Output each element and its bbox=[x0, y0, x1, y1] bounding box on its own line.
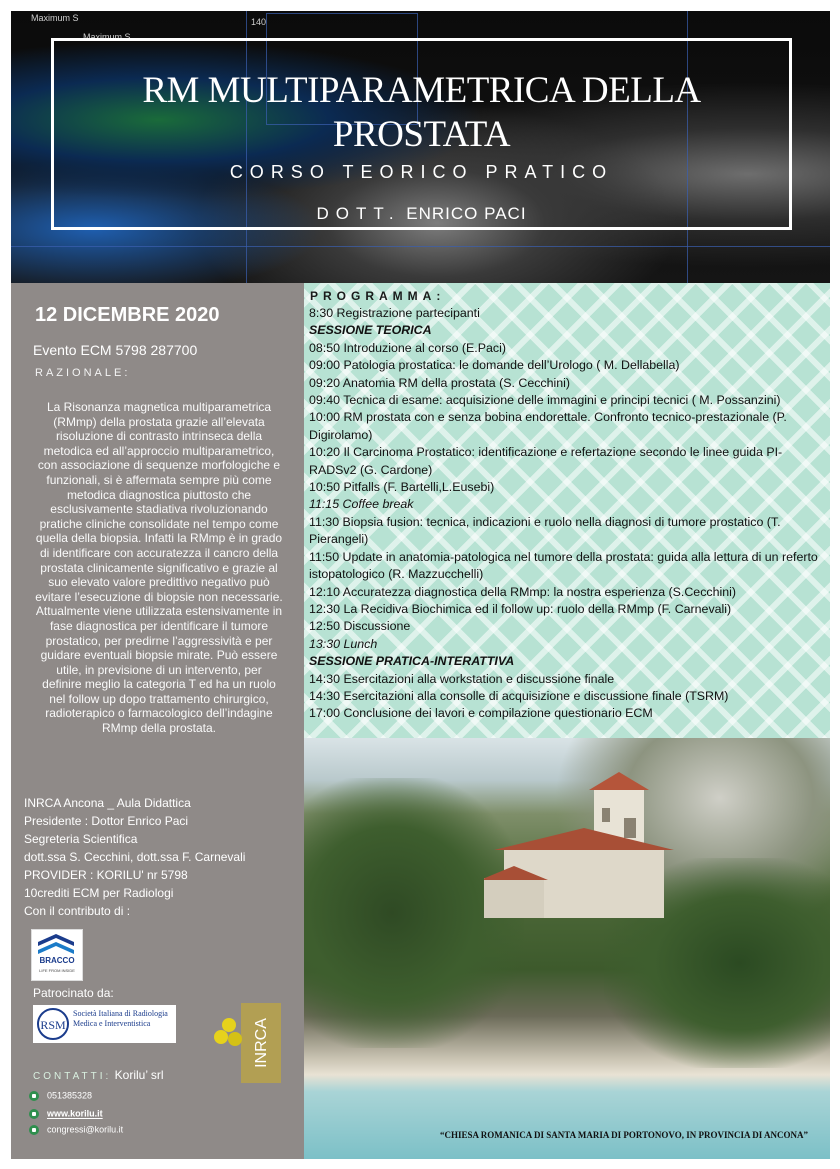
event-info bbox=[24, 794, 294, 920]
contatti-label: CONTATTI: bbox=[33, 1071, 112, 1082]
phone-row bbox=[29, 1090, 92, 1101]
inrca-logo bbox=[211, 1003, 301, 1103]
doctor-line bbox=[51, 204, 792, 224]
program-item: 14:30 Esercitazioni alla workstation e discussione finale bbox=[309, 671, 615, 686]
scan-label: 140 bbox=[251, 17, 267, 27]
info-sidebar bbox=[11, 283, 304, 1159]
course-subtitle: CORSO TEORICO PRATICO bbox=[229, 162, 614, 182]
program-item: 09:20 Anatomia RM della prostata (S. Cecchini) bbox=[309, 375, 571, 390]
doctor-prefix: DOTT. bbox=[316, 204, 401, 223]
info-line: dott.ssa S. Cecchini, dott.ssa F. Carnevali bbox=[24, 850, 246, 864]
program-item: 8:30 Registrazione partecipanti bbox=[309, 306, 480, 320]
scan-label: Maximum S bbox=[83, 32, 131, 42]
program-item: 14:30 Esercitazioni alla consolle di acquisizione e discussione finale (TSRM) bbox=[309, 688, 729, 703]
header-banner bbox=[11, 11, 830, 283]
scan-label: Maximum S bbox=[31, 13, 79, 23]
program-item: 12:10 Accuratezza diagnostica della RMmp: la nostra esperienza (S.Cecchini) bbox=[309, 584, 737, 599]
email-address[interactable]: congressi@korilu.it bbox=[47, 1124, 124, 1135]
info-line: 10crediti ECM per Radiologi bbox=[24, 886, 174, 900]
photo-caption: “CHIESA ROMANICA DI SANTA MARIA DI PORTONOVO, IN PROVINCIA DI ANCONA” bbox=[440, 1130, 808, 1140]
session-title: SESSIONE TEORICA bbox=[309, 323, 432, 338]
razionale-text: La Risonanza magnetica multiparametrica (RMmp) della prostata grazie all’elevata risoluzione di contrasto intrinseca della metodica ed all’approccio multiparametrico, con associazione di sequenze morfologiche e funzionali, si è affermata sempre più come metodica diagnostica piuttosto che esclusivamente stadiativa rivoluzionando pratiche cliniche consolidate nel tempo come quella della biopsia. Infatti la RMmp è in grado di identificare con accuratezza il cancro della prostata clinicamente significativo e grazie al suo elevato valore predittivo negativo può evitare l’esecuzione di biopsie non necessarie. Attualmente viene utilizzata estensivamente in fase diagnostica per identificare il tumore prostatico, per predirne l’aggressività e per guidare eventuali biopsie mirate. Può essere utile, in previsione di un intervento, per definire meglio la categoria T ed ha un ruolo nel follow up dopo trattamento chirurgico, radioterapico o farmacologico dell’indagine RMmp della prostata. bbox=[35, 400, 283, 736]
bracco-mark-icon bbox=[38, 934, 74, 954]
info-line: Con il contributo di : bbox=[24, 904, 131, 918]
program-item: 11:15 Coffee break bbox=[309, 497, 414, 512]
inrca-text: INRCA bbox=[253, 1018, 270, 1068]
patrocinato-label: Patrocinato da: bbox=[33, 986, 114, 1000]
program-list bbox=[309, 305, 827, 723]
doctor-name: ENRICO PACI bbox=[406, 204, 527, 223]
program-item: 10:00 RM prostata con e senza bobina endorettale. Confronto tecnico-prestazionale (P. Digirolamo) bbox=[309, 410, 787, 442]
razionale-label: RAZIONALE: bbox=[35, 367, 131, 379]
sirm-text: Società Italiana di Radiologia Medica e Interventistica bbox=[73, 1009, 168, 1028]
info-line: PROVIDER : KORILU' nr 5798 bbox=[24, 868, 188, 882]
info-line: Segreteria Scientifica bbox=[24, 832, 138, 846]
church-photo bbox=[304, 738, 830, 1159]
scan-divider bbox=[11, 246, 830, 247]
event-date: 12 DICEMBRE 2020 bbox=[35, 304, 220, 326]
info-line: Presidente : Dottor Enrico Paci bbox=[24, 814, 189, 828]
contatti-name: Korilu’ srl bbox=[114, 1068, 164, 1082]
ecm-code: Evento ECM 5798 287700 bbox=[33, 342, 198, 358]
svg-text:RSM: RSM bbox=[40, 1018, 66, 1032]
bracco-name: BRACCO bbox=[39, 956, 75, 965]
program-item: 08:50 Introduzione al corso (E.Paci) bbox=[309, 340, 506, 355]
page-title bbox=[51, 69, 792, 157]
title-line-1: RM MULTIPARAMETRICA DELLA bbox=[142, 70, 701, 111]
program-item: 09:40 Tecnica di esame: acquisizione delle immagini e principi tecnici ( M. Possanzini) bbox=[309, 393, 781, 408]
phone-icon bbox=[29, 1091, 39, 1101]
sirm-emblem-icon bbox=[36, 1007, 70, 1041]
program-panel bbox=[304, 283, 830, 738]
session-title: SESSIONE PRATICA-INTERATTIVA bbox=[309, 654, 515, 669]
program-heading: PROGRAMMA: bbox=[310, 289, 446, 303]
website-row bbox=[29, 1108, 103, 1119]
program-item: 11:30 Biopsia fusion: tecnica, indicazioni e ruolo nella diagnosi di tumore prostatico (T. Pierangeli) bbox=[309, 514, 781, 547]
program-item: 13:30 Lunch bbox=[309, 636, 378, 651]
program-item: 09:00 Patologia prostatica: le domande dell’Urologo ( M. Dellabella) bbox=[309, 358, 680, 373]
bracco-tagline: LIFE FROM INSIDE bbox=[39, 968, 75, 973]
program-item: 12:30 La Recidiva Biochimica ed il follow up: ruolo della RMmp (F. Carnevali) bbox=[309, 601, 732, 616]
website-link[interactable]: www.korilu.it bbox=[47, 1108, 103, 1119]
contatti bbox=[33, 1068, 164, 1082]
program-item: 17:00 Conclusione dei lavori e compilazione questionario ECM bbox=[309, 706, 653, 721]
email-icon bbox=[29, 1125, 39, 1135]
program-item: 11:50 Update in anatomia-patologica nel tumore della prostata: guida alla lettura di un referto istopatologico (R. Mazzucchelli) bbox=[309, 549, 818, 582]
email-row bbox=[29, 1124, 123, 1135]
church-illustration bbox=[484, 768, 684, 928]
phone-number: 051385328 bbox=[47, 1090, 93, 1101]
program-item: 10:50 Pitfalls (F. Bartelli,L.Eusebi) bbox=[309, 480, 495, 495]
sirm-logo bbox=[33, 1005, 176, 1043]
title-line-2: PROSTATA bbox=[332, 114, 511, 155]
program-item: 10:20 Il Carcinoma Prostatico: identificazione e refertazione secondo le linee guida PI-RADSv2 (G. Cardone) bbox=[309, 445, 783, 477]
globe-icon bbox=[29, 1109, 39, 1119]
program-item: 12:50 Discussione bbox=[309, 619, 411, 634]
bracco-logo bbox=[31, 929, 83, 981]
info-line: INRCA Ancona _ Aula Didattica bbox=[24, 796, 191, 810]
